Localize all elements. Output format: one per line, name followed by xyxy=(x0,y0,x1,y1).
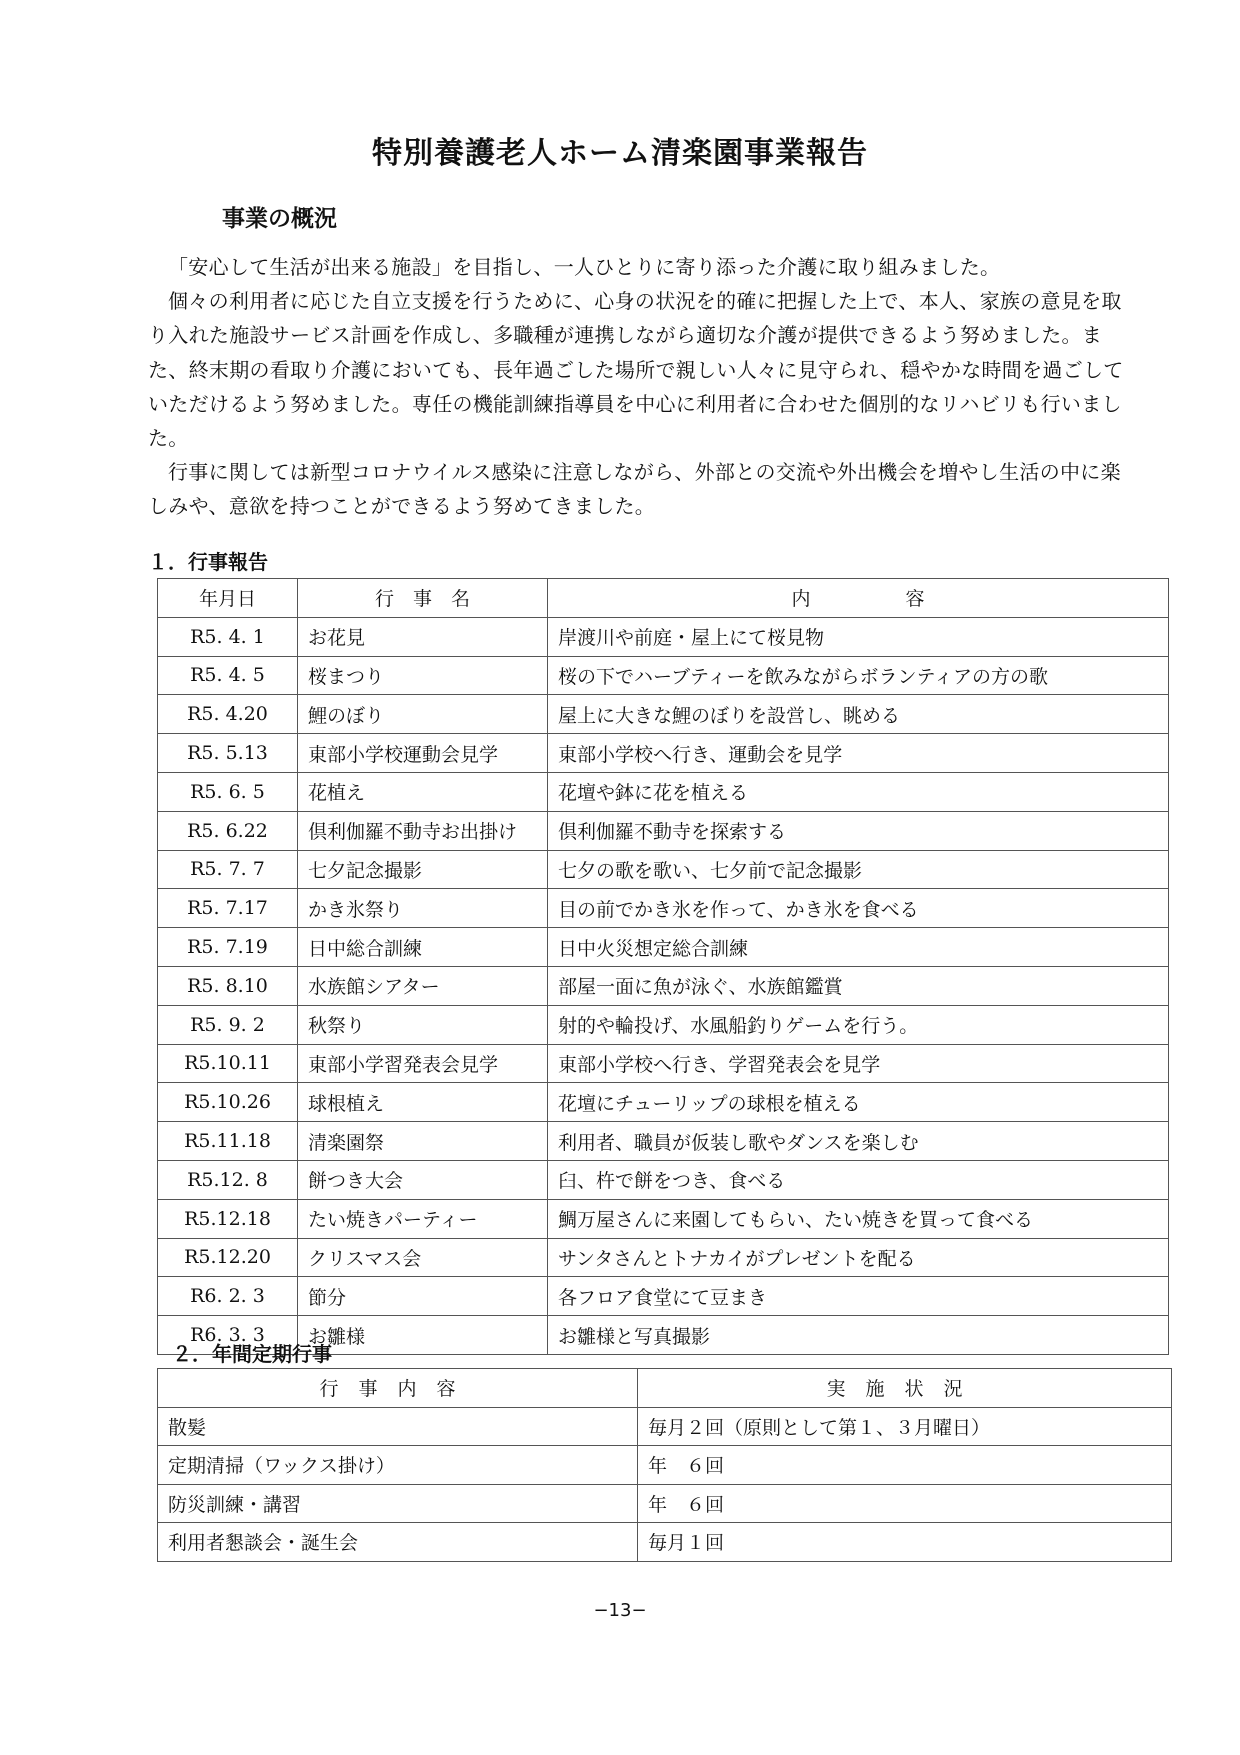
event-content: 利用者、職員が仮装し歌やダンスを楽しむ xyxy=(548,1122,1169,1161)
document-title: 特別養護老人ホーム清楽園事業報告 xyxy=(372,136,868,171)
table-row xyxy=(158,850,1169,889)
event-content: 日中火災想定総合訓練 xyxy=(548,928,1169,967)
event-content: 七夕の歌を歌い、七夕前で記念撮影 xyxy=(548,850,1169,889)
regular-event-content: 散髪 xyxy=(158,1407,638,1446)
event-name: 桜まつり xyxy=(298,656,548,695)
event-name: 節分 xyxy=(298,1277,548,1316)
event-content: 屋上に大きな鯉のぼりを設営し、眺める xyxy=(548,695,1169,734)
event-date: R5. 7. 7 xyxy=(158,850,298,889)
event-content: サンタさんとトナカイがプレゼントを配る xyxy=(548,1238,1169,1277)
event-date: R5. 9. 2 xyxy=(158,1005,298,1044)
event-content: 倶利伽羅不動寺を探索する xyxy=(548,811,1169,850)
events-heading: １．行事報告 xyxy=(148,550,268,574)
event-name: 秋祭り xyxy=(298,1005,548,1044)
table-row xyxy=(158,1005,1169,1044)
table-header-row xyxy=(158,1369,1172,1408)
header-content: 内 容 xyxy=(548,579,1169,618)
event-date: R5. 6.22 xyxy=(158,811,298,850)
event-name: 日中総合訓練 xyxy=(298,928,548,967)
event-name: 球根植え xyxy=(298,1083,548,1122)
page-number: −13− xyxy=(593,1600,647,1621)
regular-event-status: 年 ６回 xyxy=(638,1484,1172,1523)
table-row xyxy=(158,1199,1169,1238)
event-name: お花見 xyxy=(298,617,548,656)
header-date: 年月日 xyxy=(158,579,298,618)
event-date: R5.12.18 xyxy=(158,1199,298,1238)
event-name: 東部小学校運動会見学 xyxy=(298,734,548,773)
table-row xyxy=(158,695,1169,734)
table-row xyxy=(158,734,1169,773)
table-row xyxy=(158,811,1169,850)
event-date: R5. 7.17 xyxy=(158,889,298,928)
event-date: R5. 6. 5 xyxy=(158,772,298,811)
event-name: 花植え xyxy=(298,772,548,811)
header-status: 実施状況 xyxy=(638,1369,1172,1408)
table-row xyxy=(158,928,1169,967)
table-row xyxy=(158,1407,1172,1446)
regular-events-table xyxy=(157,1368,1172,1562)
event-date: R6. 3. 3 xyxy=(158,1316,298,1355)
event-content: 各フロア食堂にて豆まき xyxy=(548,1277,1169,1316)
event-content: 部屋一面に魚が泳ぐ、水族館鑑賞 xyxy=(548,966,1169,1005)
header-event-name: 行 事 名 xyxy=(298,579,548,618)
event-content: 岸渡川や前庭・屋上にて桜見物 xyxy=(548,617,1169,656)
table-row xyxy=(158,772,1169,811)
table-row xyxy=(158,1122,1169,1161)
event-name: たい焼きパーティー xyxy=(298,1199,548,1238)
event-name: クリスマス会 xyxy=(298,1238,548,1277)
table-row xyxy=(158,656,1169,695)
table-row xyxy=(158,1160,1169,1199)
event-content: 東部小学校へ行き、学習発表会を見学 xyxy=(548,1044,1169,1083)
overview-text xyxy=(148,250,1128,524)
event-date: R5.12.20 xyxy=(158,1238,298,1277)
event-name: 鯉のぼり xyxy=(298,695,548,734)
event-date: R6. 2. 3 xyxy=(158,1277,298,1316)
event-content: お雛様と写真撮影 xyxy=(548,1316,1169,1355)
regular-event-content: 利用者懇談会・誕生会 xyxy=(158,1523,638,1562)
events-table xyxy=(157,578,1169,1355)
regular-event-status: 年 ６回 xyxy=(638,1446,1172,1485)
event-content: 鯛万屋さんに来園してもらい、たい焼きを買って食べる xyxy=(548,1199,1169,1238)
table-row xyxy=(158,889,1169,928)
event-content: 東部小学校へ行き、運動会を見学 xyxy=(548,734,1169,773)
event-content: 臼、杵で餅をつき、食べる xyxy=(548,1160,1169,1199)
table-row xyxy=(158,1083,1169,1122)
event-content: 目の前でかき氷を作って、かき氷を食べる xyxy=(548,889,1169,928)
regular-event-status: 毎月２回（原則として第１、３月曜日） xyxy=(638,1407,1172,1446)
paragraph: 行事に関しては新型コロナウイルス感染に注意しながら、外部との交流や外出機会を増やし生活の中に楽しみや、意欲を持つことができるよう努めてきました。 xyxy=(148,460,1121,519)
table-row xyxy=(158,1523,1172,1562)
table-row xyxy=(158,1044,1169,1083)
event-content: 花壇にチューリップの球根を植える xyxy=(548,1083,1169,1122)
event-date: R5. 4. 5 xyxy=(158,656,298,695)
table-row xyxy=(158,617,1169,656)
event-date: R5. 5.13 xyxy=(158,734,298,773)
regular-events-heading: ２．年間定期行事 xyxy=(172,1342,332,1366)
section-heading: 事業の概況 xyxy=(222,206,337,232)
event-date: R5. 7.19 xyxy=(158,928,298,967)
table-row xyxy=(158,1277,1169,1316)
paragraph: 「安心して生活が出来る施設」を目指し、一人ひとりに寄り添った介護に取り組みました。 xyxy=(168,255,1001,279)
event-content: 桜の下でハーブティーを飲みながらボランティアの方の歌 xyxy=(548,656,1169,695)
table-row xyxy=(158,966,1169,1005)
event-date: R5.10.26 xyxy=(158,1083,298,1122)
regular-event-content: 定期清掃（ワックス掛け） xyxy=(158,1446,638,1485)
paragraph: 個々の利用者に応じた自立支援を行うために、心身の状況を的確に把握した上で、本人、家族の意見を取り入れた施設サービス計画を作成し、多職種が連携しながら適切な介護が提供できるよう努めました。また、終末期の看取り介護においても、長年過ごした場所で親しい人々に見守られ、穏やかな時間を過ごしていただけるよう努めました。専任の機能訓練指導員を中心に利用者に合わせた個別的なリハビリも行いました。 xyxy=(148,289,1124,451)
event-name: 倶利伽羅不動寺お出掛け xyxy=(298,811,548,850)
event-name: 七夕記念撮影 xyxy=(298,850,548,889)
event-name: 東部小学習発表会見学 xyxy=(298,1044,548,1083)
event-name: 清楽園祭 xyxy=(298,1122,548,1161)
event-date: R5.12. 8 xyxy=(158,1160,298,1199)
event-date: R5.11.18 xyxy=(158,1122,298,1161)
event-date: R5. 4.20 xyxy=(158,695,298,734)
table-row xyxy=(158,1238,1169,1277)
event-date: R5. 8.10 xyxy=(158,966,298,1005)
event-name: お雛様 xyxy=(298,1316,548,1355)
table-row xyxy=(158,1446,1172,1485)
table-row xyxy=(158,1484,1172,1523)
event-name: 水族館シアター xyxy=(298,966,548,1005)
table-header-row xyxy=(158,579,1169,618)
event-content: 射的や輪投げ、水風船釣りゲームを行う。 xyxy=(548,1005,1169,1044)
event-date: R5.10.11 xyxy=(158,1044,298,1083)
event-name: かき氷祭り xyxy=(298,889,548,928)
event-date: R5. 4. 1 xyxy=(158,617,298,656)
regular-event-content: 防災訓練・講習 xyxy=(158,1484,638,1523)
event-name: 餅つき大会 xyxy=(298,1160,548,1199)
regular-event-status: 毎月１回 xyxy=(638,1523,1172,1562)
event-content: 花壇や鉢に花を植える xyxy=(548,772,1169,811)
header-event-content: 行事内容 xyxy=(158,1369,638,1408)
